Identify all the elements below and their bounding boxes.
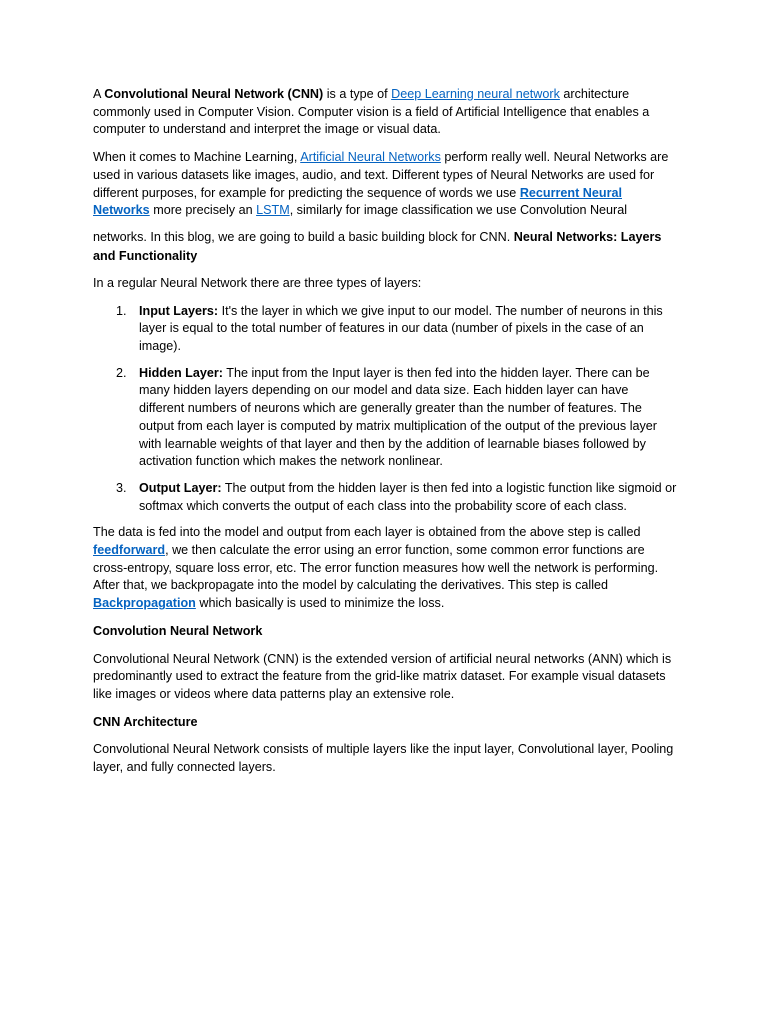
section-heading-architecture: CNN Architecture [93, 714, 198, 729]
list-number: 3. [116, 480, 127, 495]
ml-paragraph: When it comes to Machine Learning, Artificial Neural Networks perform really well. Neural Networks are used in various datasets like images, audio, and text. Different types of Neural Networks are used for different purposes, for example for predicting the sequence of words we use Recurrent Neural Networks more precisely an LSTM, similarly for image classification we use Convolution Neural [93, 150, 669, 218]
cnn-paragraph: Convolutional Neural Network (CNN) is the extended version of artificial neural networks (ANN) which is predominantly used to extract the feature from the grid-like matrix dataset. For example visual datasets like images or videos where data patterns play an extensive role. [93, 651, 672, 701]
list-item-title: Hidden Layer: [139, 365, 223, 380]
list-number: 1. [116, 303, 127, 318]
rnn-link[interactable]: Recurrent Neural Networks [93, 185, 622, 218]
list-item [93, 480, 677, 515]
list-item [93, 303, 677, 356]
deep-learning-link[interactable]: Deep Learning neural network [391, 87, 560, 101]
backpropagation-link[interactable]: Backpropagation [93, 596, 196, 611]
cnn-term: Convolutional Neural Network (CNN) [104, 87, 324, 101]
layers-heading-inline: Neural Networks: Layers and Functionality [93, 229, 662, 263]
feedforward-paragraph: The data is fed into the model and output from each layer is obtained from the above step is called feedforward, we then calculate the error using an error function, some common error functions are cross-entropy, square loss error, etc. The error function measures how well the network is performing. After that, we backpropagate into the model by calculating the derivatives. This step is called Backpropagation which basically is used to minimize the loss. [93, 525, 659, 611]
list-item-text: It's the layer in which we give input to our model. The number of neurons in this layer is equal to the total number of features in our data (number of pixels in the case of an image). [139, 303, 663, 354]
list-item [93, 365, 677, 471]
feedforward-link[interactable]: feedforward [93, 543, 166, 558]
blog-intro-paragraph: networks. In this blog, we are going to build a basic building block for CNN. Neural Networks: Layers and Functionality [93, 229, 662, 263]
list-item-title: Output Layer: [139, 480, 222, 495]
list-item-text: The output from the hidden layer is then fed into a logistic function like sigmoid or softmax which converts the output of each class into the probability score of each class. [139, 480, 677, 513]
layer-types-intro: In a regular Neural Network there are three types of layers: [93, 275, 422, 290]
list-item-text: The input from the Input layer is then fed into the hidden layer. There can be many hidden layers depending on our model and data size. Each hidden layer can have different numbers of neurons which are generally greater than the number of features. The output from each layer is computed by matrix multiplication of the output of the previous layer with learnable weights of that layer and then by the addition of learnable biases followed by activation function which makes the network nonlinear. [139, 365, 658, 469]
ann-link[interactable]: Artificial Neural Networks [300, 150, 441, 165]
document-page [93, 86, 677, 787]
layer-list [93, 303, 677, 516]
lstm-link[interactable]: LSTM [256, 203, 290, 218]
section-heading-cnn: Convolution Neural Network [93, 623, 263, 638]
intro-paragraph: A Convolutional Neural Network (CNN) is a type of Deep Learning neural network architecture commonly used in Computer Vision. Computer vision is a field of Artificial Intelligence that enables a computer to understand and interpret the image or visual data. [93, 87, 650, 137]
architecture-paragraph: Convolutional Neural Network consists of multiple layers like the input layer, Convolutional layer, Pooling layer, and fully connected layers. [93, 742, 674, 775]
list-item-title: Input Layers: [139, 303, 219, 318]
list-number: 2. [116, 365, 127, 380]
